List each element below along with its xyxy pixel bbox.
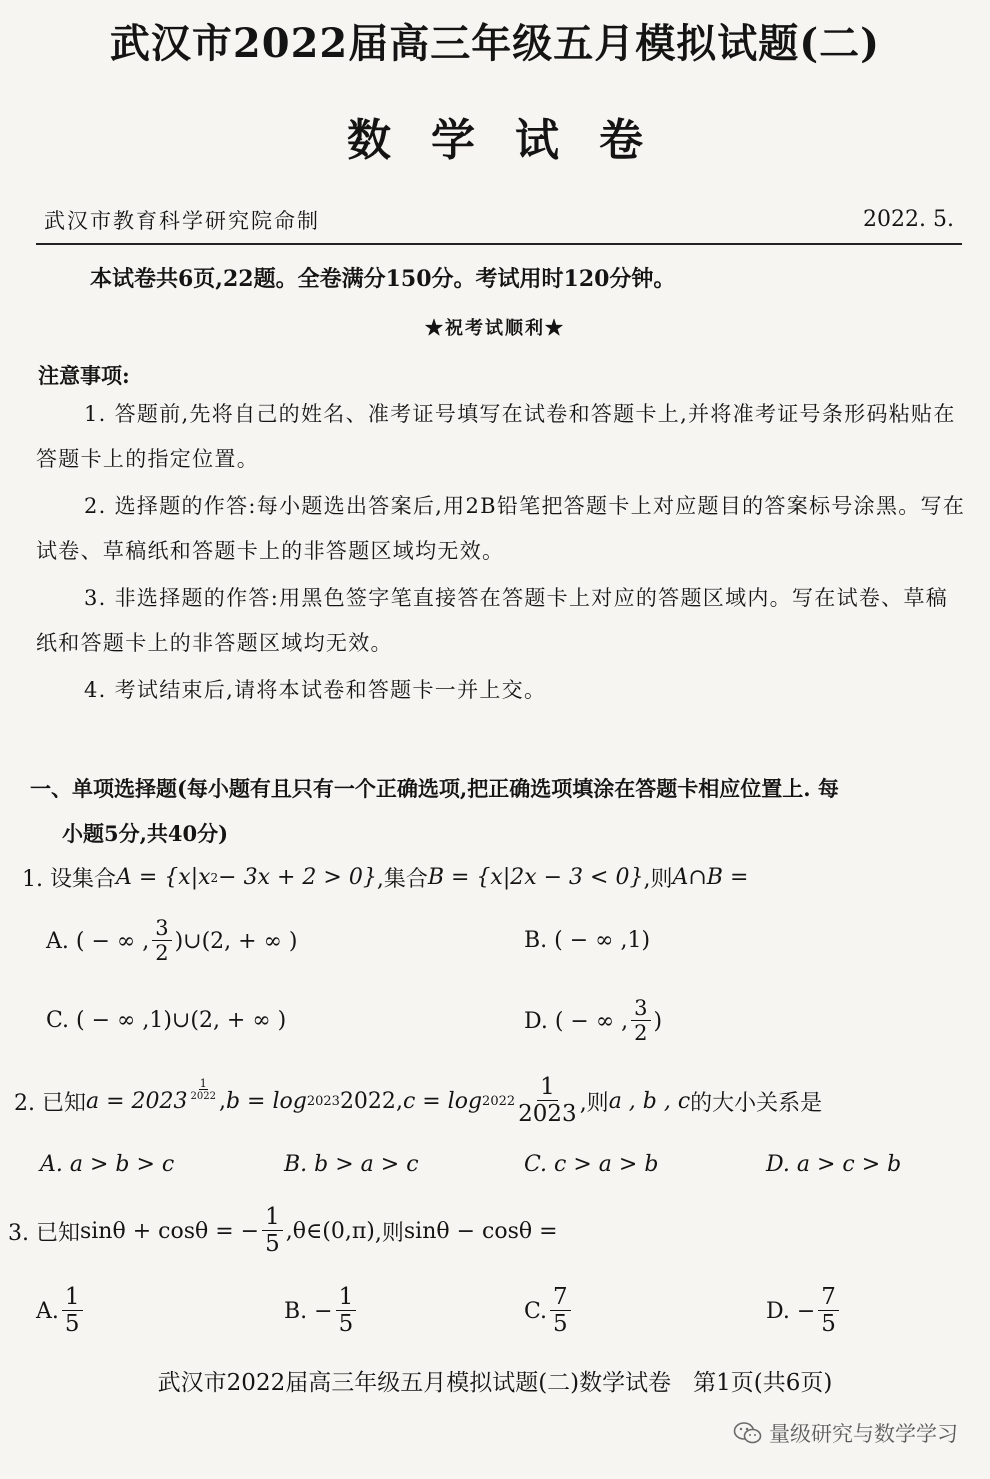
q1-set-a-cond: − 3x + 2 > 0} [218, 865, 377, 890]
q3-d-label: D. − [766, 1298, 816, 1324]
notice-item-2: 2. 选择题的作答:每小题选出答案后,用2B铅笔把答题卡上对应题目的答案标号涂黑。写在试卷、草稿纸和答题卡上的非答题区域均无效。 [36, 494, 966, 563]
q2-option-a: A. a > b > c [40, 1152, 175, 1177]
q3-b-den: 5 [338, 1311, 354, 1337]
q3-c-fraction [550, 1286, 571, 1336]
q3-d-num: 7 [818, 1286, 839, 1311]
q2-vars: a , b , c [608, 1088, 691, 1114]
exam-summary: 本试卷共6页,22题。全卷满分150分。考试用时120分钟。 [90, 266, 676, 292]
q1-a-prefix: A. ( − ∞ , [46, 928, 150, 954]
q1-d-den: 2 [634, 1021, 648, 1045]
q2-c-base: 2022 [482, 1093, 516, 1109]
q3-a-fraction [62, 1286, 83, 1336]
subject-title: 数学试卷 [347, 115, 683, 166]
q1-intersection: A∩B = [672, 865, 749, 890]
q1-d-suffix: ) [653, 1008, 663, 1034]
q1-a-fraction [152, 918, 171, 964]
watermark-text: 量级研究与数学学习 [769, 1422, 958, 1446]
q2-option-c: C. c > a > b [524, 1152, 659, 1177]
notice-item-4: 4. 考试结束后,请将本试卷和答题卡一并上交。 [84, 678, 547, 702]
q3-text: 3. 已知 [8, 1220, 80, 1246]
q2-option-d: D. a > c > b [766, 1152, 902, 1177]
good-luck-banner: ★祝考试顺利★ [425, 318, 565, 339]
q3-option-c [524, 1286, 574, 1336]
q2-b-def: b = log [225, 1088, 307, 1114]
q1-d-num: 3 [631, 998, 650, 1021]
q1-set-a: A = {x|x [115, 865, 211, 890]
section-heading-line1: 一、单项选择题(每小题有且只有一个正确选项,把正确选项填涂在答题卡相应位置上. 每 [30, 776, 839, 801]
exam-date: 2022. 5. [863, 207, 954, 232]
q3-num: 1 [262, 1206, 283, 1231]
q2-comma-2: , [395, 1088, 403, 1114]
q3-expr: sinθ + cosθ = − [79, 1218, 260, 1244]
q1-d-fraction [631, 998, 650, 1044]
q1-exponent: 2 [210, 870, 219, 885]
q1-option-c: C. ( − ∞ ,1)∪(2, + ∞ ) [46, 1008, 287, 1033]
q2-b-arg: 2022 [339, 1088, 396, 1114]
question-3-stem [8, 1206, 558, 1256]
q3-b-label: B. − [284, 1298, 333, 1324]
q3-c-num: 7 [550, 1286, 571, 1311]
q3-a-num: 1 [62, 1286, 83, 1311]
q1-a-den: 2 [155, 941, 169, 965]
q1-set-b: B = {x|2x − 3 < 0} [427, 865, 644, 890]
q3-b-fraction [336, 1286, 357, 1336]
q2-comma-1: , [218, 1088, 226, 1114]
q2-c-def: c = log [402, 1088, 483, 1114]
q3-b-num: 1 [336, 1286, 357, 1311]
q1-a-num: 3 [152, 918, 171, 941]
q3-fraction [262, 1206, 283, 1256]
q3-domain: ,θ∈(0,π) [285, 1218, 375, 1244]
page-footer: 武汉市2022届高三年级五月模拟试题(二)数学试卷 第1页(共6页) [157, 1370, 833, 1396]
notice-heading: 注意事项: [38, 363, 130, 388]
q1-d-prefix: D. ( − ∞ , [524, 1008, 629, 1034]
q3-d-den: 5 [821, 1311, 836, 1337]
header-divider [36, 243, 962, 245]
q3-text-2: ,则 [374, 1220, 404, 1246]
q1-option-a [46, 918, 298, 964]
section-heading-line2: 小题5分,共40分) [62, 821, 229, 846]
wechat-icon [733, 1421, 763, 1445]
section-heading [30, 766, 980, 856]
q2-exp-den: 2022 [190, 1091, 216, 1102]
q3-target: sinθ − cosθ = [403, 1218, 558, 1244]
q3-a-den: 5 [64, 1311, 80, 1337]
q3-option-d [766, 1286, 842, 1336]
question-2-stem [14, 1076, 822, 1126]
q1-a-suffix: )∪(2, + ∞ ) [174, 928, 298, 954]
q1-text-3: ,则 [643, 867, 673, 892]
q3-option-b [284, 1286, 359, 1336]
q2-option-b: B. b > a > c [284, 1152, 419, 1177]
q3-c-den: 5 [553, 1311, 568, 1337]
q2-b-base: 2023 [306, 1093, 340, 1109]
q2-c-den: 2023 [518, 1101, 577, 1127]
exam-title: 武汉市2022届高三年级五月模拟试题(二) [109, 20, 881, 67]
publisher: 武汉市教育科学研究院命制 [44, 209, 320, 233]
q3-option-a [36, 1286, 86, 1336]
q2-text: 2. 已知 [14, 1090, 86, 1116]
q2-a-exponent [191, 1078, 216, 1102]
q1-option-d [524, 998, 662, 1044]
q2-text-2: ,则 [579, 1090, 609, 1116]
question-1-stem [22, 862, 748, 893]
q2-c-fraction [518, 1076, 577, 1126]
q2-text-3: 的大小关系是 [690, 1090, 823, 1116]
notice-item-1: 1. 答题前,先将自己的姓名、准考证号填写在试卷和答题卡上,并将准考证号条形码粘贴在答题卡上的指定位置。 [36, 402, 956, 471]
q2-a-def: a = 2023 [85, 1088, 188, 1114]
q3-den: 5 [265, 1231, 280, 1257]
q3-c-label: C. [524, 1298, 548, 1324]
notice-item-3: 3. 非选择题的作答:用黑色签字笔直接答在答题卡上对应的答题区域内。写在试卷、草稿纸和答题卡上的非答题区域均无效。 [36, 586, 949, 655]
q2-c-num: 1 [537, 1076, 558, 1101]
q3-a-label: A. [36, 1298, 59, 1324]
watermark [733, 1418, 958, 1448]
q1-option-b: B. ( − ∞ ,1) [524, 928, 651, 953]
q3-d-fraction [818, 1286, 839, 1336]
q1-text-2: ,集合 [376, 867, 428, 892]
q1-text: 1. 设集合 [22, 867, 116, 892]
q2-exp-num: 1 [199, 1077, 207, 1090]
